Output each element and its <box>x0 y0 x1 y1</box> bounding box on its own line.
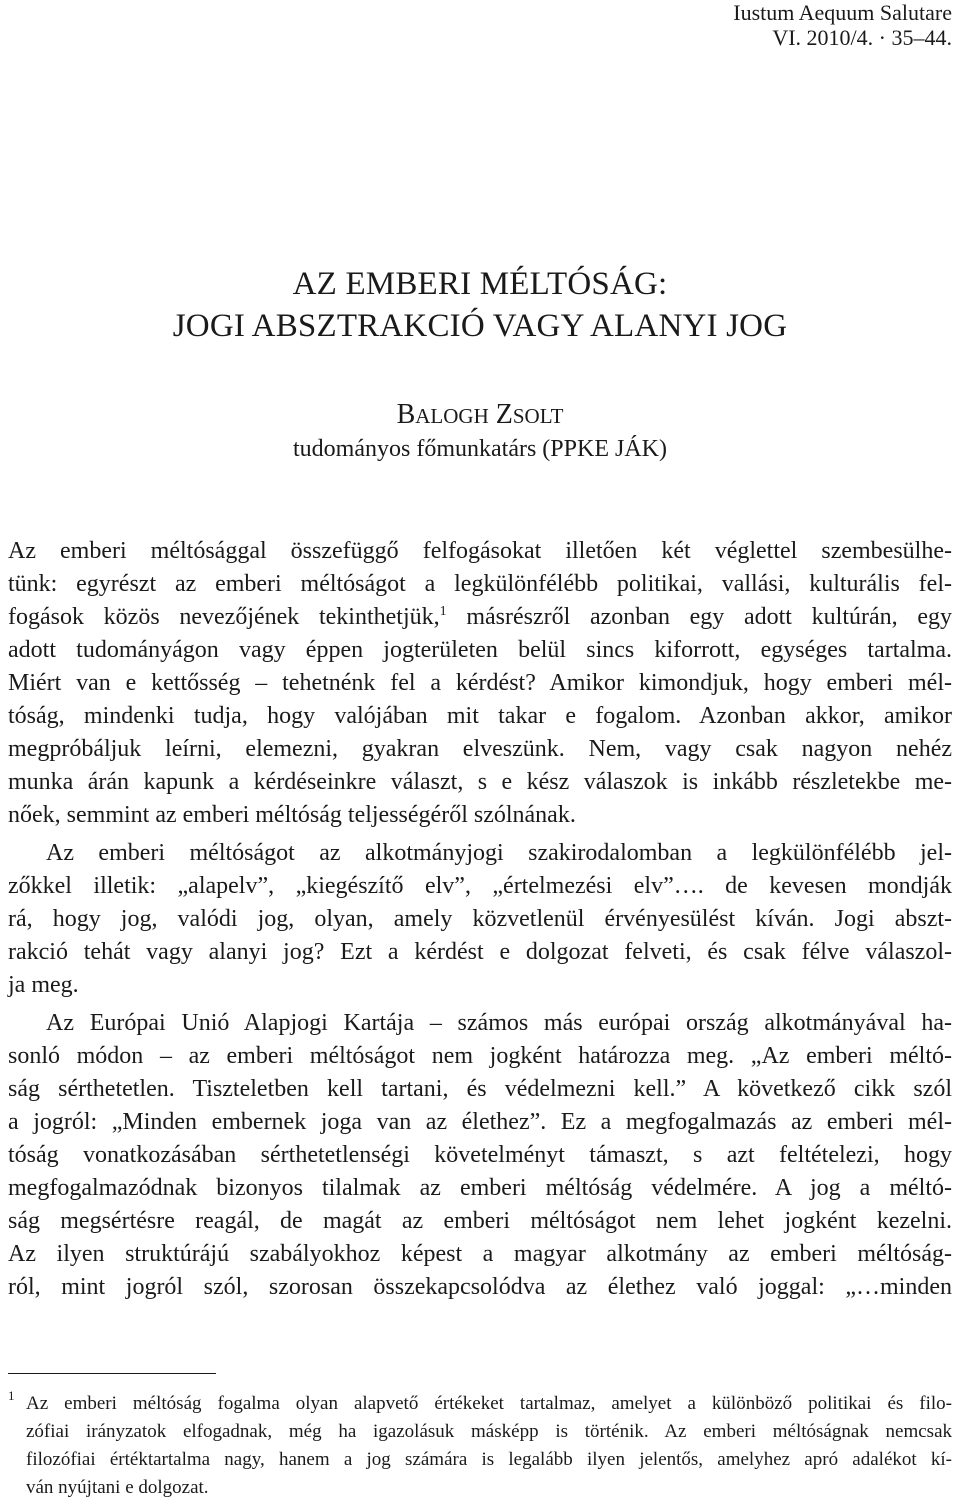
article-title-line-2: JOGI ABSZTRAKCIÓ VAGY ALANYI JOG <box>172 308 788 344</box>
author-first-initial: B <box>396 399 416 430</box>
journal-header <box>733 0 952 50</box>
author-last-initial: Z <box>495 399 513 430</box>
author-first-rest: ALOGH <box>415 404 489 428</box>
footnote-divider <box>8 1373 216 1374</box>
article-title-line-1: AZ EMBERI MÉLTÓSÁG: <box>292 266 668 302</box>
footnote-number: 1 <box>8 1388 15 1403</box>
footnote-line: Az emberi méltóság fogalma olyan alapvető értékeket tartalmaz, amelyet a különböző politikai és filo- <box>26 1393 952 1414</box>
body-line: sonló módon – az emberi méltóságot nem jogként határozza meg. „Az emberi méltó- <box>8 1043 952 1069</box>
body-line: ja meg. <box>8 972 79 998</box>
author-name <box>0 398 960 433</box>
body-line-part: másrészről azonban egy adott kultúrán, egy <box>446 604 952 630</box>
author-last-rest: SOLT <box>512 404 564 428</box>
body-line: rá, hogy jog, valódi jog, olyan, amely közvetlenül érvényesülést kíván. Jogi abszt- <box>8 906 952 932</box>
journal-issue: VI. 2010/4. · 35–44. <box>772 25 952 50</box>
body-line: Az emberi méltósággal összefüggő felfogásokat illetően két véglettel szembesülhe- <box>8 538 952 564</box>
footnote-line: zófiai irányzatok elfogadnak, még ha igazolásuk másképp is történik. Az emberi méltóságnak nemcsak <box>26 1421 952 1442</box>
body-line: megpróbáljuk leírni, elemezni, gyakran elveszünk. Nem, vagy csak nagyon nehéz <box>8 736 952 762</box>
footnote-ref: 1 <box>439 604 447 619</box>
footnote-line: ván nyújtani e dolgozat. <box>26 1477 209 1498</box>
body-line <box>8 600 952 634</box>
body-line: zőkkel illetik: „alapelv”, „kiegészítő elv”, „értelmezési elv”…. de kevesen mondják <box>8 873 952 899</box>
footnote-line: filozófiai értéktartalma nagy, hanem a jog számára is legalább ilyen jelentős, amelyhez apró adalékot kí- <box>26 1449 952 1470</box>
body-line: ság megsértésre reagál, de magát az emberi méltóságot nem lehet jogként kezelni. <box>8 1208 952 1234</box>
body-line: munka árán kapunk a kérdéseinkre választ, s e kész válaszok is inkább részletekbe me- <box>8 769 952 795</box>
author-affiliation: tudományos főmunkatárs (PPKE JÁK) <box>293 436 667 462</box>
body-line: tóság vonatkozásában sérthetetlenségi követelményt támaszt, s azt feltételezi, hogy <box>8 1142 952 1168</box>
body-line: ság sérthetetlen. Tiszteletben kell tartani, és védelmezni kell.” A következő cikk szól <box>8 1076 952 1102</box>
body-line: nőek, semmint az emberi méltóság teljességéről szólnának. <box>8 802 576 828</box>
body-line: adott tudományágon vagy éppen jogterületen belül sincs kiforrott, egységes tartalma. <box>8 637 952 663</box>
body-line: megfogalmazódnak bizonyos tilalmak az emberi méltóság védelmére. A jog a méltó- <box>8 1175 952 1201</box>
body-line: ról, mint jogról szól, szorosan összekapcsolódva az élethez való joggal: „…minden <box>8 1274 952 1300</box>
body-line: Az emberi méltóságot az alkotmányjogi szakirodalomban a legkülönfélébb jel- <box>46 840 952 866</box>
body-line: Az ilyen struktúrájú szabályokhoz képest a magyar alkotmány az emberi méltóság- <box>8 1241 952 1267</box>
body-line: Miért van e kettősség – tehetnénk fel a kérdést? Amikor kimondjuk, hogy emberi mél- <box>8 670 952 696</box>
body-line: tünk: egyrészt az emberi méltóságot a legkülönfélébb politikai, vallási, kulturális fel- <box>8 571 952 597</box>
body-line: Az Európai Unió Alapjogi Kartája – számos más európai ország alkotmányával ha- <box>46 1010 952 1036</box>
body-line: rakció tehát vagy alanyi jog? Ezt a kérdést e dolgozat felveti, és csak félve válaszol- <box>8 939 952 965</box>
body-line-part: fogások közös nevezőjének tekinthetjük, <box>8 604 440 630</box>
body-line: a jogról: „Minden embernek joga van az élethez”. Ez a megfogalmazás az emberi mél- <box>8 1109 952 1135</box>
body-line: tóság, mindenki tudja, hogy valójában mit takar e fogalom. Azonban akkor, amikor <box>8 703 952 729</box>
journal-name: Iustum Aequum Salutare <box>733 0 952 25</box>
